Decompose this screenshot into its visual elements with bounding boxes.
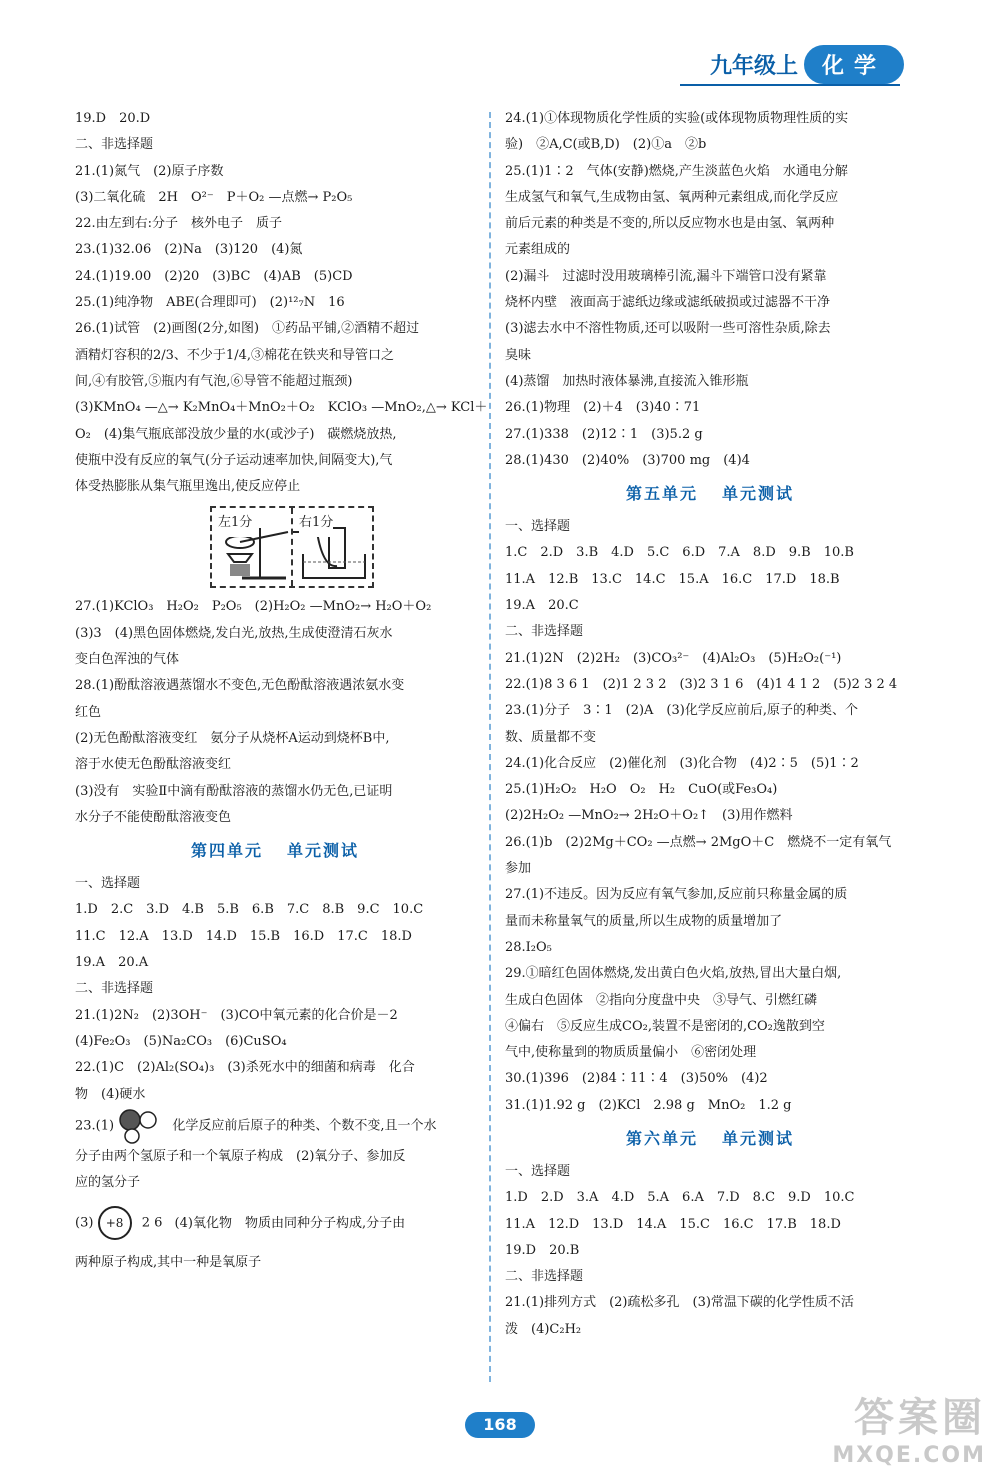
right-a-line: 28.(1)430 (2)40% (3)700 mg (4)4 (505, 452, 750, 468)
left-a-line: 体受热膨胀从集气瓶里逸出,使反应停止 (75, 479, 301, 495)
right-c-line: 一、选择题 (505, 1163, 571, 1179)
q23-last-line: 两种原子构成,其中一种是氧原子 (75, 1255, 262, 1271)
right-b-line: 30.(1)396 (2)84∶11∶4 (3)50% (4)2 (505, 1071, 768, 1087)
figure-left-label: 左1分 (218, 510, 252, 536)
unit6-title-part2: 单元测试 (722, 1128, 795, 1148)
right-b-line: ④偏右 ⑤反应生成CO₂,装置不是密闭的,CO₂逸散到空 (505, 1018, 825, 1034)
figure-right-label: 右1分 (299, 510, 333, 536)
left-d-line: 分子由两个氢原子和一个氧原子构成 (2)氧分子、参加反 (75, 1148, 406, 1164)
right-b-line: (2)2H₂O₂ —MnO₂→ 2H₂O＋O₂↑ (3)用作燃料 (505, 808, 793, 824)
page-header (710, 44, 904, 84)
left-c-line: 11.C 12.A 13.D 14.D 15.B 16.D 17.C 18.D (75, 928, 412, 944)
figure-left-panel (212, 508, 291, 586)
right-b-line: 27.(1)不违反。因为反应有氧气参加,反应前只称量金属的质 (505, 887, 848, 903)
right-a-line: 验) ②A,C(或B,D) (2)①a ②b (505, 137, 707, 153)
left-a-line: 19.D 20.D (75, 111, 151, 126)
apparatus-figure (210, 506, 374, 588)
right-b-line: 参加 (505, 861, 532, 877)
q23-part3-line: (3) +8 2 6 (4)氧化物 物质由同种分子构成,分子由 (75, 1206, 475, 1240)
electron-shells: 2 6 (141, 1215, 163, 1231)
right-a-line: (2)漏斗 过滤时没用玻璃棒引流,漏斗下端管口没有紧靠 (505, 268, 827, 284)
left-b-line: 红色 (75, 704, 102, 720)
left-c-line: 二、非选择题 (75, 981, 154, 997)
right-b-line: 31.(1)1.92 g (2)KCl 2.98 g MnO₂ 1.2 g (505, 1097, 792, 1113)
right-a-line: 25.(1)1∶2 气体(安静)燃烧,产生淡蓝色火焰 水通电分解 (505, 163, 848, 179)
left-block-b (75, 594, 475, 831)
right-a-line: 前后元素的种类是不变的,所以反应物水也是由氢、氧两种 (505, 216, 835, 232)
column-divider (489, 112, 491, 1382)
left-a-line: 24.(1)19.00 (2)20 (3)BC (4)AB (5)CD (75, 268, 353, 284)
right-b-line: 25.(1)H₂O₂ H₂O O₂ H₂ CuO(或Fe₃O₄) (505, 782, 778, 798)
watermark (832, 1386, 986, 1468)
right-b-line: 29.①暗红色固体燃烧,发出黄白色火焰,放热,冒出大量白烟, (505, 966, 842, 982)
unit4-title-part1: 第四单元 (190, 841, 263, 861)
unit5-title-part1: 第五单元 (625, 484, 698, 504)
right-b-line: 11.A 12.B 13.C 14.C 15.A 16.C 17.D 18.B (505, 571, 840, 587)
left-a-line: 25.(1)纯净物 ABE(合理即可) (2)¹²₇N 16 (75, 295, 345, 311)
unit6-title-part1: 第六单元 (625, 1128, 698, 1148)
left-a-line: (3)KMnO₄ —△→ K₂MnO₄＋MnO₂＋O₂ KClO₃ —MnO₂,△→ KCl＋ (75, 400, 488, 416)
left-block-c (75, 871, 475, 1108)
watermark-line1: 答案圈 (854, 1395, 986, 1441)
left-d-line: 应的氢分子 (75, 1175, 141, 1191)
left-b-line: 27.(1)KClO₃ H₂O₂ P₂O₅ (2)H₂O₂ —MnO₂→ H₂O＋O₂ (75, 599, 432, 615)
left-b-line: 溶于水使无色酚酞溶液变红 (75, 757, 232, 773)
right-a-line: 臭味 (505, 347, 532, 363)
right-b-line: 28.I₂O₅ (505, 939, 552, 955)
right-b-line: 数、质量都不变 (505, 729, 597, 745)
unit4-title (75, 837, 475, 865)
left-b-line: 28.(1)酚酞溶液遇蒸馏水不变色,无色酚酞溶液遇浓氨水变 (75, 678, 405, 694)
right-a-line: 26.(1)物理 (2)＋4 (3)40∶71 (505, 400, 701, 416)
left-a-line: 二、非选择题 (75, 137, 154, 153)
oxygen-atom-icon: +8 (98, 1206, 132, 1240)
q23-line: 23.(1) 化学反应前后原子的种类、个数不变,且一个水 (75, 1108, 475, 1144)
right-b-line: 生成白色固体 ②指向分度盘中央 ③导气、引燃红磷 (505, 992, 818, 1008)
left-a-line: 使瓶中没有反应的氧气(分子运动速率加快,间隔变大),气 (75, 452, 393, 468)
right-column (505, 106, 915, 1343)
right-a-line: (4)蒸馏 加热时液体暴沸,直接流入锥形瓶 (505, 373, 749, 389)
unit5-title (505, 480, 915, 508)
left-c-line: 一、选择题 (75, 876, 141, 892)
right-b-line: 26.(1)b (2)2Mg＋CO₂ —点燃→ 2MgO＋C 燃烧不一定有氧气 (505, 834, 892, 850)
right-c-line: 21.(1)排列方式 (2)疏松多孔 (3)常温下碳的化学性质不活 (505, 1295, 854, 1311)
left-c-line: 物 (4)硬水 (75, 1086, 146, 1102)
right-b-line: 24.(1)化合反应 (2)催化剂 (3)化合物 (4)2∶5 (5)1∶2 (505, 755, 859, 771)
left-column (75, 106, 488, 1277)
water-molecule-icon (118, 1108, 160, 1144)
right-a-line: 24.(1)①体现物质化学性质的实验(或体现物质物理性质的实 (505, 111, 849, 126)
page-number: 168 (465, 1412, 535, 1438)
header-rule (680, 84, 900, 86)
left-c-line: 1.D 2.C 3.D 4.B 5.B 6.B 7.C 8.B 9.C 10.C (75, 902, 424, 918)
unit5-title-part2: 单元测试 (722, 484, 795, 504)
unit6-title (505, 1125, 915, 1153)
right-c-line: 泼 (4)C₂H₂ (505, 1321, 582, 1337)
left-b-line: (3)3 (4)黑色固体燃烧,发白光,放热,生成使澄清石灰水 (75, 625, 393, 641)
left-a-line: 23.(1)32.06 (2)Na (3)120 (4)氮 (75, 242, 303, 258)
right-block-b (505, 514, 915, 1119)
right-c-line: 1.D 2.D 3.A 4.D 5.A 6.A 7.D 8.C 9.D 10.C (505, 1190, 855, 1206)
left-c-line: 19.A 20.A (75, 955, 149, 971)
left-a-line: 间,④有胶管,⑤瓶内有气泡,⑥导管不能超过瓶颈) (75, 373, 353, 389)
right-c-line: 11.A 12.D 13.D 14.A 15.C 16.C 17.B 18.D (505, 1216, 841, 1232)
right-b-line: 二、非选择题 (505, 624, 584, 640)
left-a-line: 21.(1)氮气 (2)原子序数 (75, 163, 224, 179)
watermark-line2: MXQE.COM (832, 1443, 986, 1468)
right-b-line: 气中,使称量到的物质质量偏小 ⑥密闭处理 (505, 1045, 757, 1061)
left-a-line: O₂ (4)集气瓶底部没放少量的水(或沙子) 碳燃烧放热, (75, 426, 397, 442)
right-b-line: 22.(1)8 3 6 1 (2)1 2 3 2 (3)2 3 1 6 (4)1 4 1 2 (5)2 3 2 4 (505, 676, 898, 692)
left-b-line: (2)无色酚酞溶液变红 氨分子从烧杯A运动到烧杯B中, (75, 730, 390, 746)
q23-part3-text: (4)氧化物 物质由同种分子构成,分子由 (174, 1215, 406, 1231)
right-block-c (505, 1159, 915, 1343)
right-b-line: 19.A 20.C (505, 598, 579, 614)
left-c-line: 22.(1)C (2)Al₂(SO₄)₃ (3)杀死水中的细菌和病毒 化合 (75, 1060, 415, 1076)
right-b-line: 21.(1)2N (2)2H₂ (3)CO₃²⁻ (4)Al₂O₃ (5)H₂O₂(⁻¹) (505, 650, 842, 666)
left-block-d (75, 1144, 475, 1197)
right-b-line: 23.(1)分子 3∶1 (2)A (3)化学反应前后,原子的种类、个 (505, 703, 858, 719)
left-c-line: 21.(1)2N₂ (2)3OH⁻ (3)CO中氧元素的化合价是－2 (75, 1007, 398, 1023)
left-b-line: 变白色浑浊的气体 (75, 652, 180, 668)
right-a-line: 27.(1)338 (2)12∶1 (3)5.2 g (505, 426, 703, 442)
left-b-line: 水分子不能使酚酞溶液变色 (75, 809, 232, 825)
left-a-line: (3)二氧化硫 2H O²⁻ P＋O₂ —点燃→ P₂O₅ (75, 189, 353, 205)
right-a-line: 烧杯内壁 液面高于滤纸边缘或滤纸破损或过滤器不干净 (505, 295, 831, 311)
left-block-a (75, 106, 488, 500)
right-a-line: 元素组成的 (505, 242, 571, 258)
left-c-line: (4)Fe₂O₃ (5)Na₂CO₃ (6)CuSO₄ (75, 1033, 287, 1049)
unit4-title-part2: 单元测试 (287, 841, 360, 861)
left-a-line: 26.(1)试管 (2)画图(2分,如图) ①药品平铺,②酒精不超过 (75, 321, 420, 337)
right-c-line: 19.D 20.B (505, 1242, 580, 1258)
q23-text: 化学反应前后原子的种类、个数不变,且一个水 (172, 1118, 437, 1134)
right-c-line: 二、非选择题 (505, 1269, 584, 1285)
grade-label: 九年级上 (709, 53, 798, 79)
right-block-a (505, 106, 915, 474)
subject-badge: 化学 (804, 45, 904, 84)
right-b-line: 一、选择题 (505, 519, 571, 535)
left-a-line: 22.由左到右:分子 核外电子 质子 (75, 216, 283, 232)
figure-right-panel (291, 508, 372, 586)
right-a-line: (3)滤去水中不溶性物质,还可以吸附一些可溶性杂质,除去 (505, 321, 831, 337)
left-a-line: 酒精灯容积的2/3、不少于1/4,③棉花在铁夹和导管口之 (75, 347, 394, 363)
right-a-line: 生成氢气和氧气,生成物由氢、氧两种元素组成,而化学反应 (505, 189, 839, 205)
right-b-line: 量而未称量氧气的质量,所以生成物的质量增加了 (505, 913, 783, 929)
right-b-line: 1.C 2.D 3.B 4.D 5.C 6.D 7.A 8.D 9.B 10.B (505, 545, 854, 561)
left-b-line: (3)没有 实验Ⅱ中滴有酚酞溶液的蒸馏水仍无色,已证明 (75, 783, 393, 799)
